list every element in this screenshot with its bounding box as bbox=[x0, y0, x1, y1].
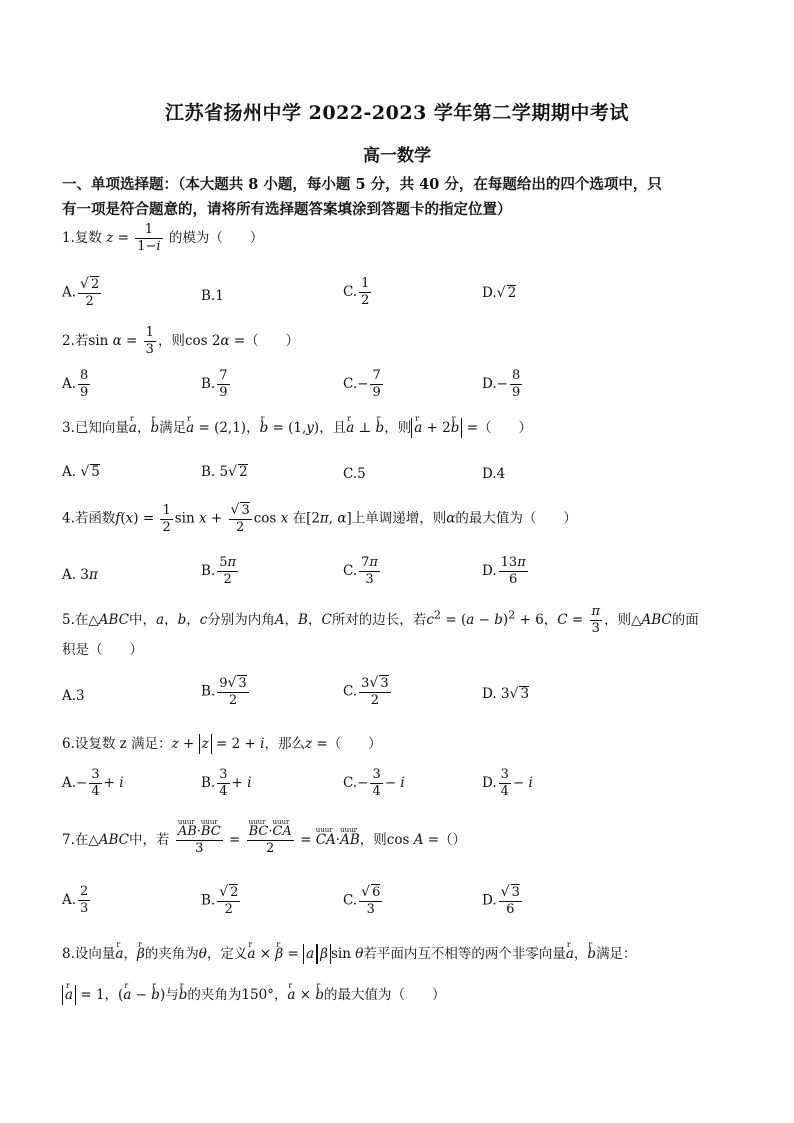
q6-prefix: 6.设复数 z 满足： bbox=[62, 736, 172, 752]
q6-suffix: （ ） bbox=[327, 736, 382, 752]
q1-option-c: C. $\frac{1}{2}$ bbox=[343, 276, 370, 308]
q3-middle1: 满足 bbox=[159, 420, 187, 436]
q2-option-b-label: B. bbox=[201, 376, 216, 392]
section-heading bbox=[62, 172, 742, 222]
q6-middle: ，那么 bbox=[264, 736, 305, 752]
q1-prefix: 1.复数 bbox=[62, 230, 102, 246]
q8-text4: 满足： bbox=[596, 946, 637, 962]
exam-subject: 高一数学 bbox=[363, 146, 431, 166]
q5-option-c-label: C. bbox=[343, 683, 358, 700]
q1-option-d: D.√ 2 bbox=[482, 285, 517, 301]
q4-prefix: 4.若函数 bbox=[62, 510, 116, 527]
q8-line2-a: ， bbox=[104, 987, 119, 1003]
question-2: 2.若sin α = $\frac{1}{3}$ ，则cos 2α =（ ） bbox=[62, 325, 300, 357]
q5-text4: ，则△ bbox=[604, 612, 642, 628]
q7-option-b: B. $\frac{√ 2}{2}$ bbox=[201, 884, 239, 917]
q7-option-a-label: A. bbox=[62, 892, 77, 908]
q4-middle2: 上单调递增，则 bbox=[351, 510, 447, 527]
q5-text1: 中， bbox=[129, 612, 157, 628]
q6-option-b-label: B. bbox=[201, 775, 216, 791]
q2-option-c-label: C. bbox=[343, 376, 358, 392]
q3-suffix: （ ） bbox=[478, 420, 533, 436]
q8-text3: 若平面内互不相等的两个非零向量 bbox=[363, 946, 566, 962]
question-5: 5.在△ABC中，a，b，c分别为内角A，B，C所对的边长，若$c^2 = (a - b)^2 + 6$，C = $\frac{\pi}{3}$ ，则△ABC的面 bbox=[62, 604, 699, 636]
q1-option-a-label: A. bbox=[62, 284, 77, 301]
q2-option-a-label: A. bbox=[62, 376, 77, 392]
q1-option-c-label: C. bbox=[343, 284, 358, 300]
q2-option-c: C.− $\frac{7}{9}$ bbox=[343, 368, 381, 400]
q7-option-c-label: C. bbox=[343, 892, 358, 909]
q2-option-d: D.− $\frac{8}{9}$ bbox=[482, 368, 521, 400]
q8-line2-c: 的夹角为 bbox=[187, 987, 242, 1003]
q8-line2-d: 的最大值为（ ） bbox=[324, 987, 446, 1003]
q1-option-b: B.1 bbox=[201, 288, 224, 304]
q2-middle: ，则 bbox=[157, 333, 185, 349]
question-3: 3.已知向量r a，r b满足r a = (2,1)，r b = (1,y)，且r a ⊥ r b，则r a + 2r b =（ ） bbox=[62, 418, 532, 438]
q3-middle3: ，则 bbox=[384, 420, 412, 436]
q3-prefix: 3.已知向量 bbox=[62, 420, 129, 436]
question-6: 6.设复数 z 满足：z + z = 2 + i，那么z =（ ） bbox=[62, 736, 382, 752]
q5-text5: 的面 bbox=[671, 612, 699, 628]
q2-option-d-label: D. bbox=[482, 376, 497, 392]
q3-option-a: A. √ 5 bbox=[62, 464, 100, 480]
q4-option-c-label: C. bbox=[343, 563, 358, 579]
q1-option-a: A. $\frac{√ 2}{2}$ bbox=[62, 276, 100, 309]
q5-option-b: B. $\frac{9√ 3}{2}$ bbox=[201, 675, 247, 708]
q4-option-d: D. $\frac{13\pi}{6}$ bbox=[482, 555, 526, 587]
question-7: 7.在△ABC中，若 uuur $\frac{\text{AB·uuur BC}}{3}$ = uuur $\frac{\text{BC·uuur CA}}{2}$ = uuur CA·uuur AB，则cos A =（） bbox=[62, 824, 466, 857]
section-heading-line1: 一、单项选择题：（本大题共 8 小题，每小题 5 分，共 40 分，在每题给出的四个选项中，只 bbox=[62, 176, 662, 193]
q3-option-c: C.5 bbox=[343, 466, 366, 482]
q6-option-d-label: D. bbox=[482, 775, 497, 791]
q3-option-b-label: B. bbox=[201, 464, 216, 480]
q4-option-b-label: B. bbox=[201, 563, 216, 579]
q3-middle2: ，且 bbox=[319, 420, 347, 436]
question-4: 4.若函数f(x) = $\frac{1}{2}$ sin x + $\frac{√ 3}{2}$ cos x 在[2π, α]上单调递增，则α的最大值为（ ） bbox=[62, 502, 577, 535]
q8-angle: 150° bbox=[241, 987, 274, 1003]
q6-option-a-label: A. bbox=[62, 775, 77, 791]
q7-option-d-label: D. bbox=[482, 892, 497, 909]
q8-text1: 的夹角为 bbox=[144, 946, 199, 962]
q3-option-b: B. 5√ 2 bbox=[201, 464, 248, 480]
q1-option-d-label: D. bbox=[482, 285, 497, 301]
q7-middle: 中，若 bbox=[129, 832, 170, 848]
q5-prefix: 5.在△ bbox=[62, 612, 99, 628]
q2-prefix: 2.若 bbox=[62, 333, 89, 349]
question-8: 8.设向量r a，r β的夹角为θ，定义r a × r β = a β sin θ若平面内互不相等的两个非零向量r a，r b满足： bbox=[62, 944, 637, 964]
q4-option-b: B. $\frac{5\pi}{2}$ bbox=[201, 555, 237, 587]
q5-text2: 分别为内角 bbox=[207, 612, 275, 628]
q6-option-c: C.− $\frac{3}{4}$ − i bbox=[343, 767, 405, 799]
exam-title: 江苏省扬州中学 2022-2023 学年第二学期期中考试 bbox=[165, 102, 629, 124]
q5-option-d: D. 3√ 3 bbox=[482, 686, 530, 702]
q7-option-a: A. $\frac{2}{3}$ bbox=[62, 884, 89, 916]
q7-option-d: D. $\frac{√ 3}{6}$ bbox=[482, 884, 520, 917]
q5-line2: 积是（ ） bbox=[62, 642, 143, 658]
q4-option-a-label: A. bbox=[62, 567, 77, 583]
q6-option-b: B. $\frac{3}{4}$ + i bbox=[201, 767, 252, 799]
q8-line2: r a = 1，(r a − r b)与r b的夹角为150°，r a × r b的最大值为（ ） bbox=[62, 985, 446, 1005]
q1-fraction: $\frac{1}{1-i}$ bbox=[137, 222, 161, 254]
q4-option-a: A. 3π bbox=[62, 567, 98, 583]
q2-suffix: （ ） bbox=[245, 333, 300, 349]
q4-option-c: C. $\frac{7\pi}{3}$ bbox=[343, 555, 378, 587]
q2-option-b: B. $\frac{7}{9}$ bbox=[201, 368, 228, 400]
q7-prefix: 7.在△ bbox=[62, 832, 99, 848]
q5-option-d-label: D. bbox=[482, 686, 497, 702]
q8-prefix: 8.设向量 bbox=[62, 946, 116, 962]
q5-option-a: A.3 bbox=[62, 688, 85, 704]
q5-option-b-label: B. bbox=[201, 683, 216, 700]
question-1: 1.复数 z = $\frac{1}{1-i}$ 的模为（ ） bbox=[62, 222, 264, 254]
q6-option-d: D. $\frac{3}{4}$ − i bbox=[482, 767, 533, 799]
q8-line2-b: 与 bbox=[165, 987, 179, 1003]
q4-suffix: 的最大值为（ ） bbox=[455, 510, 577, 527]
q6-option-a: A.− $\frac{3}{4}$ + i bbox=[62, 767, 124, 799]
q7-option-b-label: B. bbox=[201, 892, 216, 909]
q4-option-d-label: D. bbox=[482, 563, 497, 579]
q7-option-c: C. $\frac{√ 6}{3}$ bbox=[343, 884, 381, 917]
q1-suffix: 的模为（ ） bbox=[168, 230, 264, 246]
q7-suffix: ，则 bbox=[359, 832, 387, 848]
q3-option-d: D.4 bbox=[482, 466, 506, 482]
q8-text2: ，定义 bbox=[206, 946, 248, 962]
q7-end: （） bbox=[439, 832, 467, 848]
q5-text3: 所对的边长，若 bbox=[331, 612, 427, 628]
q6-option-c-label: C. bbox=[343, 775, 358, 791]
q2-option-a: A. $\frac{8}{9}$ bbox=[62, 368, 89, 400]
q5-option-c: C. $\frac{3√ 3}{2}$ bbox=[343, 675, 389, 708]
q4-middle: 在 bbox=[292, 510, 307, 527]
q3-option-a-label: A. bbox=[62, 464, 77, 480]
section-heading-line2: 有一项是符合题意的，请将所有选择题答案填涂到答题卡的指定位置） bbox=[62, 201, 512, 218]
